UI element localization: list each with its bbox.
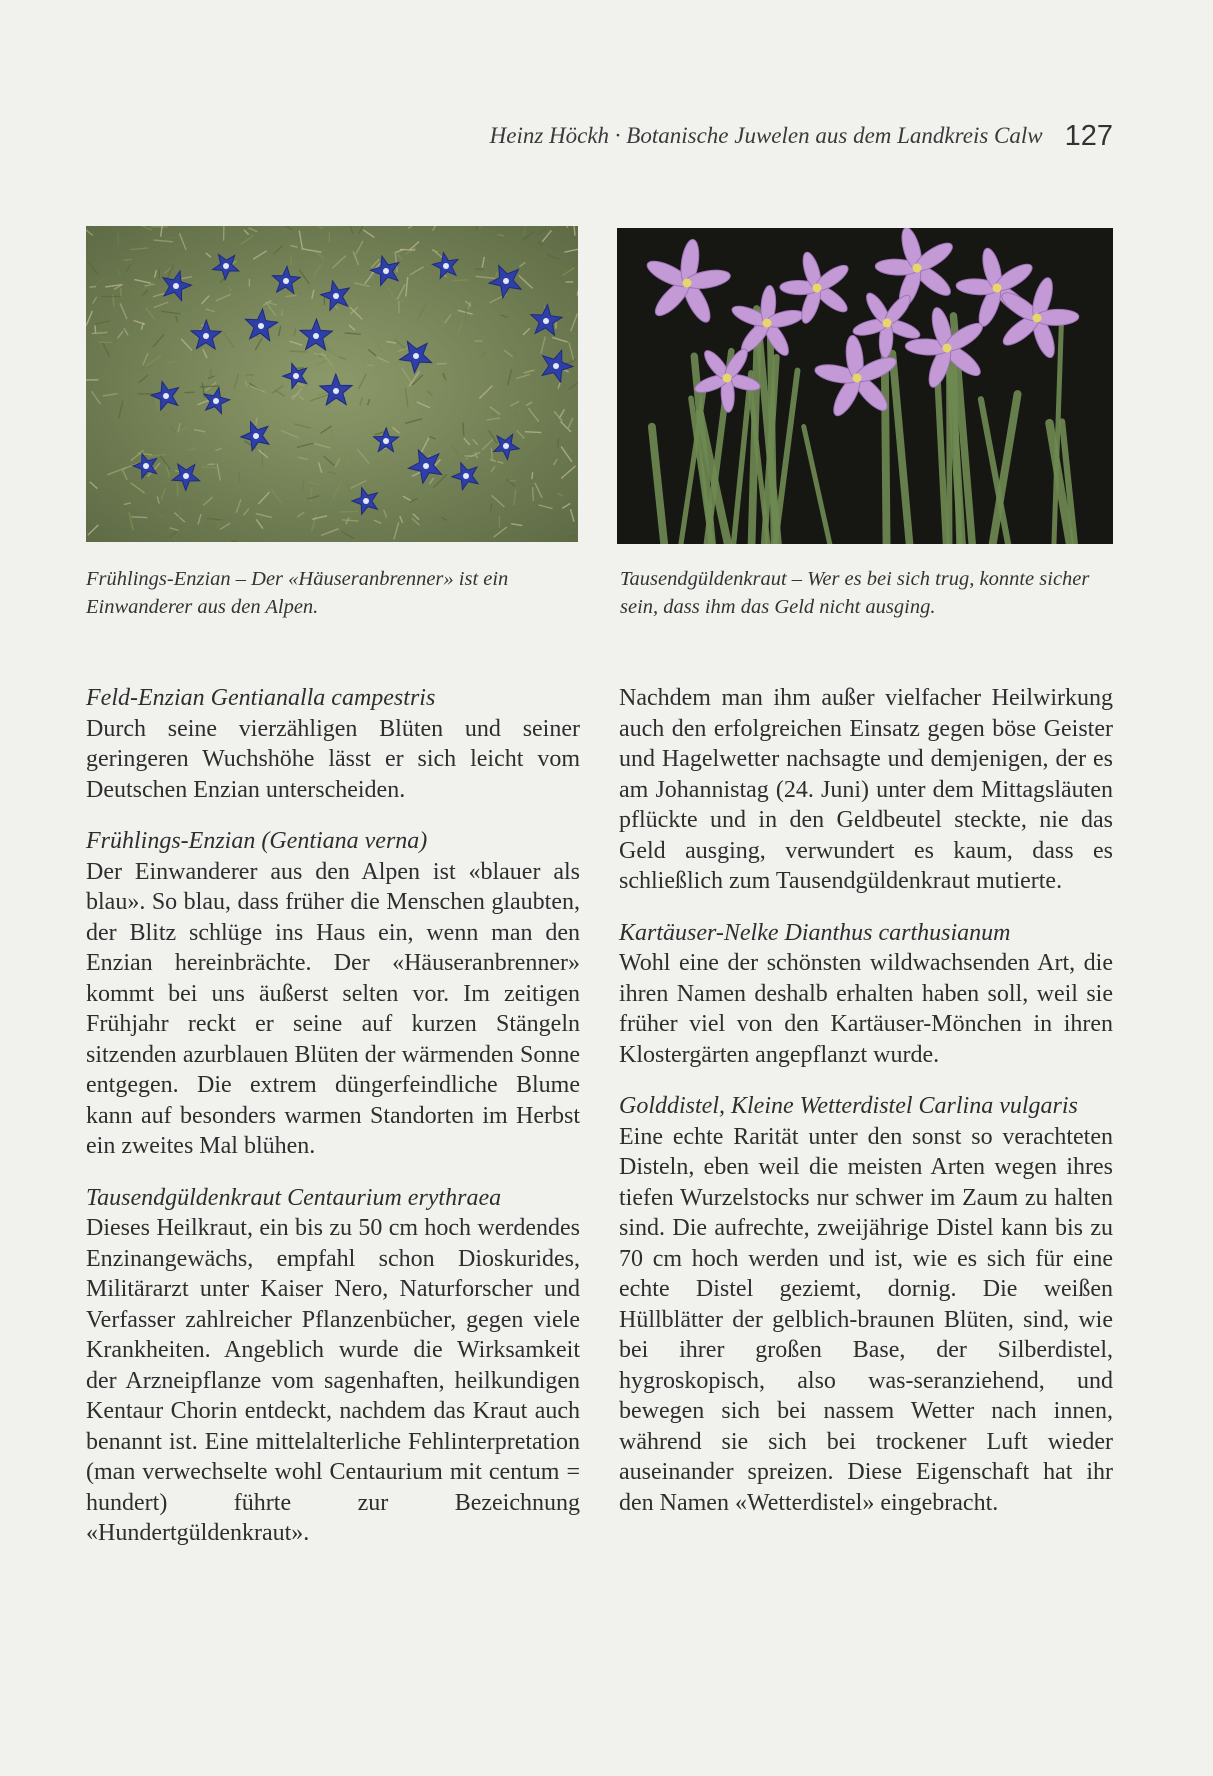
section [619,918,1113,1071]
section-text: Durch seine vierzähligen Blüten und seiner geringeren Wuchshöhe lässt er sich leicht vom Deutschen Enzian unterscheiden. [86,715,580,803]
centaury-photo [617,228,1113,544]
caption-left: Frühlings-Enzian – Der «Häuseranbrenner» ist ein Einwanderer aus den Alpen. [86,568,509,618]
running-head [380,118,1113,151]
page-number: 127 [1064,120,1113,152]
caption-right: Tausendgüldenkraut – Wer es bei sich trug, konnte sicher sein, dass ihm das Geld nicht ausging. [620,568,1090,618]
section [86,826,580,1162]
section-text: Dieses Heilkraut, ein bis zu 50 cm hoch werdendes Enzinangewächs, empfahl schon Dioskurides, Militärarzt unter Kaiser Nero, Naturforscher und Verfasser zahlreicher Pflanzenbücher, gegen viele Krankheiten. Angeblich wurde die Wirksamkeit der Arzneipflanze vom sagenhaften, heilkundigen Kentaur Chorin entdeckt, nachdem das Kraut auch benannt ist. Eine mittelalterliche Fehlinterpretation (man verwechselte wohl Centaurium mit centum = hundert) führte zur Bezeichnung «Hundertgüldenkraut». [86,1215,580,1546]
section [86,1183,580,1549]
section-heading: Tausendgüldenkraut Centaurium erythraea [86,1184,502,1211]
section-text: Eine echte Rarität unter den sonst so verachteten Disteln, eben weil die meisten Arten wegen ihres tiefen Wurzelstocks nur schwer im Zaum zu halten sind. Die aufrechte, zweijährige Distel kann bis zu 70 cm hoch werden und ist, wie es sich für eine echte Distel geziemt, dornig. Die weißen Hüllblätter der gelblich-braunen Blüten, sind, wie bei ihrer großen Base, der Silberdistel, hygroskopisch, also was-seranziehend, und bewegen sich bei nassem Wetter nach innen, während sie sich bei trockener Luft wieder auseinander spreizen. Diese Eigenschaft hat ihr den Namen «Wetterdistel» eingebracht. [619,1123,1113,1516]
section-text: Wohl eine der schönsten wildwachsenden Art, die ihren Namen deshalb erhalten haben soll, weil sie früher viel von den Kartäuser-Mönchen in ihren Klostergärten angepflanzt wurde. [619,950,1113,1068]
section [619,1091,1113,1518]
section-heading: Frühlings-Enzian (Gentiana verna) [86,828,428,854]
section-text: Nachdem man ihm außer vielfacher Heilwirkung auch den erfolgreichen Einsatz gegen böse Geister und Hagelwetter nachsagte und demjenigen, der es am Johannistag (24. Juni) unter dem Mittagsläuten pflückte und in den Geldbeutel steckte, nie das Geld ausging, verwundert es kaum, dass es schließlich zum Tausendgüldenkraut mutierte. [619,685,1113,894]
gentian-photo [86,226,578,542]
running-title: Heinz Höckh · Botanische Juwelen aus dem Landkreis Calw [489,123,1043,148]
section-heading: Golddistel, Kleine Wetterdistel Carlina vulgaris [619,1093,1078,1119]
left-column [86,683,580,1570]
section-heading: Kartäuser-Nelke Dianthus carthusianum [619,919,1011,946]
section [86,683,580,805]
section-heading: Feld-Enzian Gentianalla campestris [86,685,436,711]
section [619,683,1113,897]
right-column [619,683,1113,1539]
section-text: Der Einwanderer aus den Alpen ist «blauer als blau». So blau, dass früher die Menschen glaubten, der Blitz schlüge ins Haus ein, wenn man den Enzian hereinbrächte. Der «Häuseranbrenner» kommt bei uns äußerst selten vor. Im zeitigen Frühjahr reckt er seine auf kurzen Stängeln sitzenden azurblauen Blüten der wärmenden Sonne entgegen. Die extrem düngerfeindliche Blume kann auf besonders warmen Standorten im Herbst ein zweites Mal blühen. [86,858,580,1159]
